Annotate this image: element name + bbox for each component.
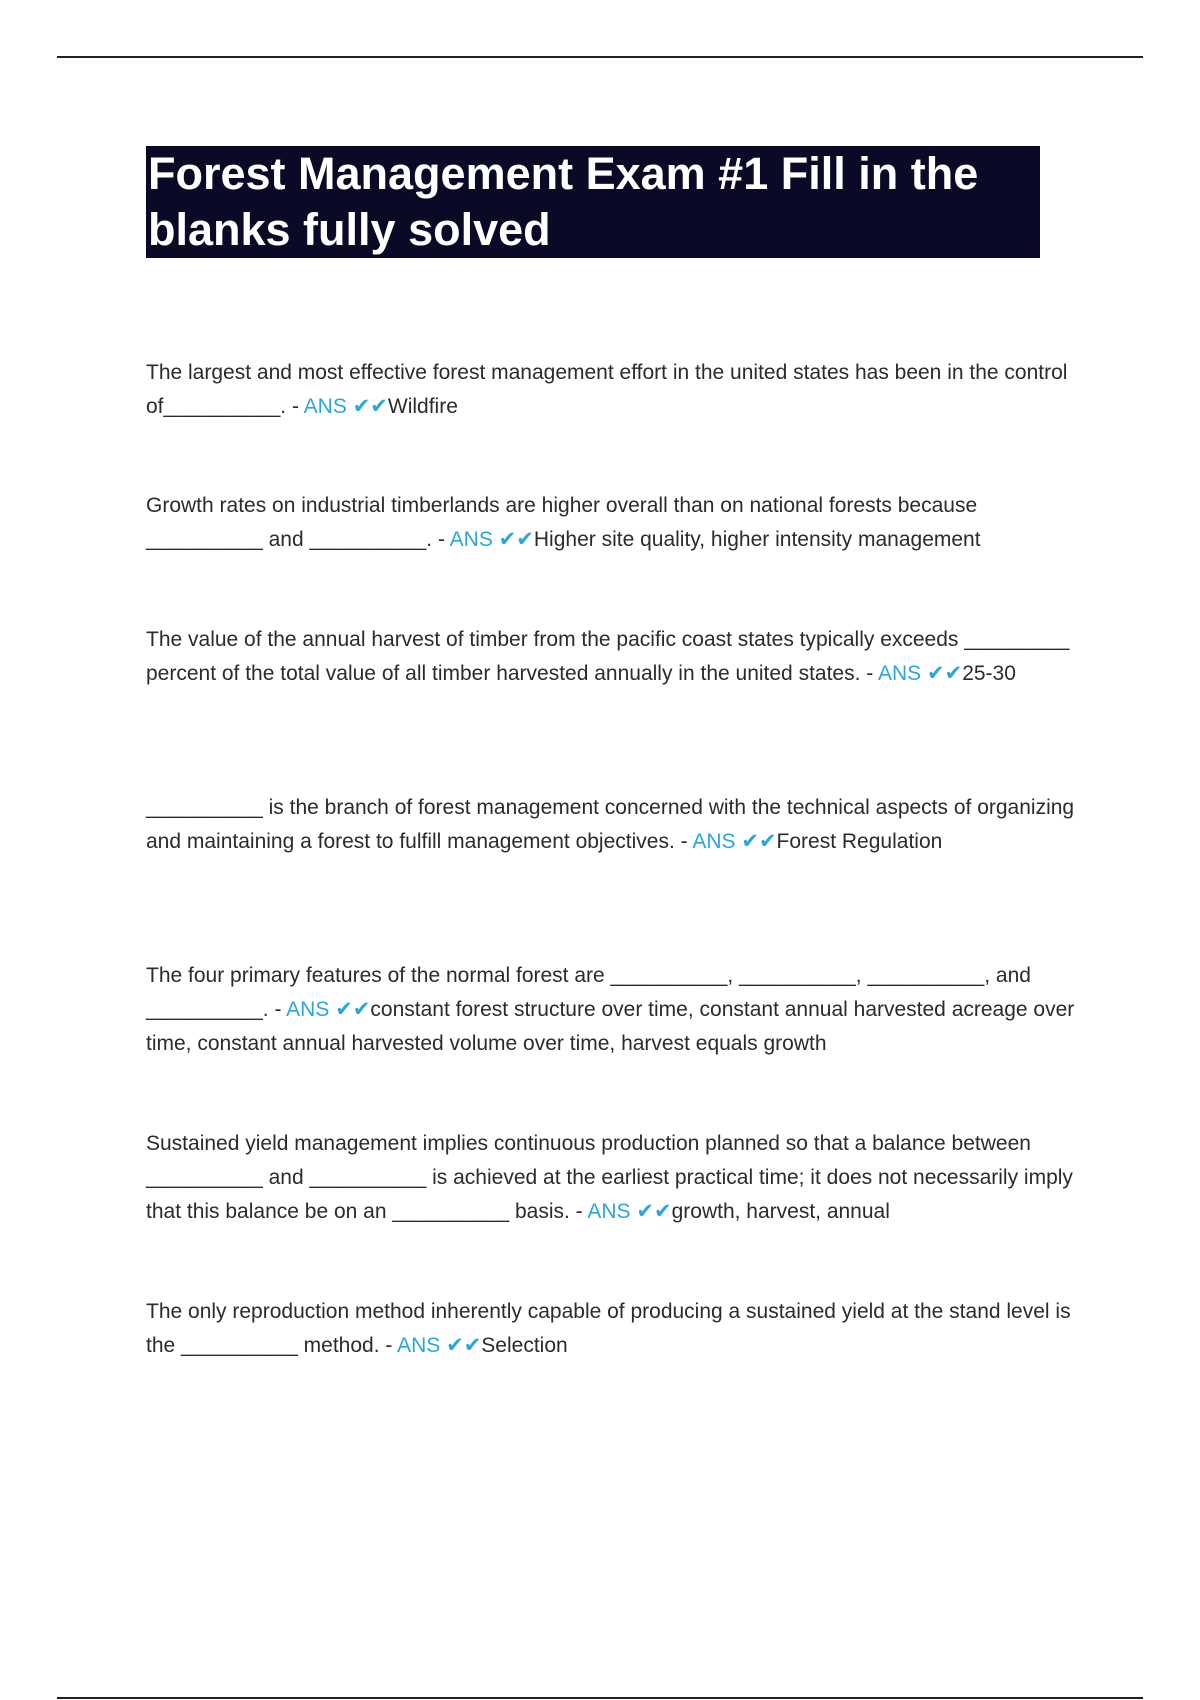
answer-text: growth, harvest, annual bbox=[671, 1200, 890, 1223]
check-icon: ✔✔ bbox=[352, 395, 388, 418]
question-item-2 bbox=[146, 489, 1096, 557]
check-icon: ✔✔ bbox=[636, 1200, 672, 1223]
question-item-6 bbox=[146, 1127, 1096, 1229]
question-text: The largest and most effective forest management effort in the united states has been in the control of__________. - bbox=[146, 361, 1068, 418]
ans-label: ANS bbox=[877, 662, 922, 685]
ans-label: ANS bbox=[303, 395, 347, 418]
ans-label: ANS bbox=[692, 830, 736, 853]
question-text: The only reproduction method inherently capable of producing a sustained yield at the stand level is the __________ method. - bbox=[146, 1300, 1071, 1357]
ans-label: ANS bbox=[397, 1334, 441, 1357]
check-icon: ✔✔ bbox=[926, 662, 963, 685]
answer-text: Wildfire bbox=[387, 395, 458, 418]
answer-text: Higher site quality, higher intensity management bbox=[533, 528, 981, 551]
question-item-5 bbox=[146, 959, 1096, 1061]
question-item-1 bbox=[146, 356, 1096, 424]
answer-text: 25-30 bbox=[962, 662, 1016, 685]
question-text: The value of the annual harvest of timber from the pacific coast states typically exceeds _________ percent of the total value of all timber harvested annually in the united states. - bbox=[146, 628, 1070, 685]
question-text: The four primary features of the normal forest are __________, __________, __________, and __________. - bbox=[146, 964, 1031, 1021]
ans-label: ANS bbox=[286, 998, 330, 1021]
ans-label: ANS bbox=[449, 528, 493, 551]
answer-text: Selection bbox=[481, 1334, 568, 1357]
question-text: Growth rates on industrial timberlands are higher overall than on national forests because __________ and __________. - bbox=[146, 494, 978, 551]
document-title: Forest Management Exam #1 Fill in the blanks fully solved bbox=[146, 146, 1040, 258]
answer-text: Forest Regulation bbox=[776, 830, 943, 853]
check-icon: ✔✔ bbox=[741, 830, 777, 853]
bottom-rule bbox=[57, 1697, 1143, 1699]
question-item-4 bbox=[146, 791, 1096, 859]
top-rule bbox=[57, 56, 1143, 58]
check-icon: ✔✔ bbox=[498, 528, 534, 551]
ans-label: ANS bbox=[587, 1200, 631, 1223]
question-text: Sustained yield management implies continuous production planned so that a balance between __________ and __________ is achieved at the earliest practical time; it does not necessarily imply that this balance be on an __________ basis. - bbox=[146, 1132, 1073, 1223]
check-icon: ✔✔ bbox=[446, 1334, 482, 1357]
question-item-3 bbox=[146, 623, 1096, 691]
answer-text: constant forest structure over time, constant annual harvested acreage over time, constant annual harvested volume over time, harvest equals growth bbox=[146, 998, 1075, 1055]
question-item-7 bbox=[146, 1295, 1096, 1363]
check-icon: ✔✔ bbox=[335, 998, 371, 1021]
question-text: __________ is the branch of forest management concerned with the technical aspects of organizing and maintaining a forest to fulfill management objectives. - bbox=[146, 796, 1075, 853]
